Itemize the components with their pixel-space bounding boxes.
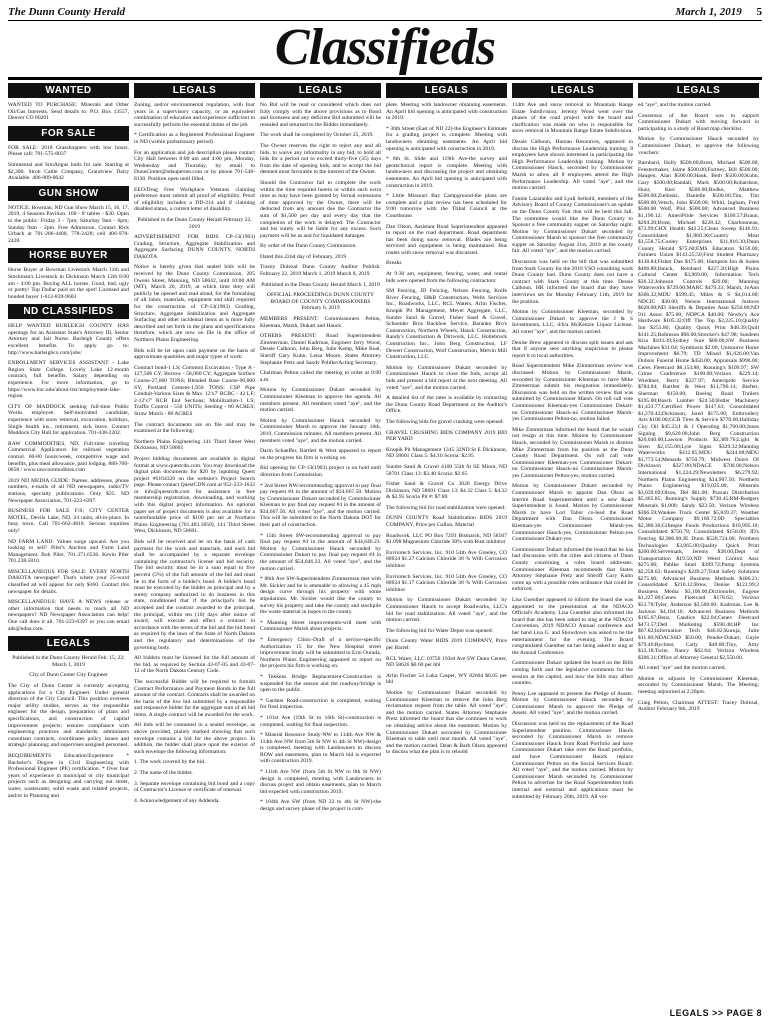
legal-text: Commissioner Dukart informed the board that he has had discussion with the cities and citizens of Dunn County concerning a roles board addresses. Commissioner Kleeman recommends that States Attorney Stephanie Pretz and Sheriff Gary Kuhn come up with a possible roles ordinance that could be enforced.: [512, 546, 633, 593]
legal-text: Bids will be received and let on the basis of cash payment for the work and materials, and each bid shall be accompanied by a separate envelope containing the contractor's license and bid security. The bid security must be in a sum equal to five percent (5%) of the full amount of the bid and must be in the form of a bidder's bond. A bidder's bond must be executed by the bidder as principal and by a surety company authorized to do business in this state, conditioned that if the principal's bid be accepted and the contract awarded to the principal, the principal, within ten (10) days after notice of award, will execute and effect a contract in accordance with the terms of the bid and the bid bond as required by the laws of the State of North Dakota and the regulatory and determinations of the governing body.: [134, 539, 255, 651]
legal-text: 1. The work covered by the bid.: [134, 759, 206, 766]
column-1: [8, 83, 129, 1013]
legal-text: * 8th St. Slide and 119th Ave-the survey and geotechnical report is complete. Meeting with landowners and discussing the project and obtaining easements. An April bid opening is anticipated with construction in 2019.: [386, 156, 507, 189]
legal-text: plete. Meeting with landowner obtaining easements. An April bid opening is anticipated with construction in 2019.: [386, 102, 507, 122]
nd-ad-3: CITY OF MADDOCK seeking full-time Public Works employee. Self-motivated candidate, experience with snow removal, excavation, holidays, Single health ins., retirement, sick leave. Contact Maddock City Hall for application. 701-438-2202.: [8, 403, 129, 437]
legal-text: Fisher Sand & Gravel Co 3020 Energy Drive Dickinson, ND 58601 Class 13: $4.32 Class 5: $4.32 & $2.95 Scoria Pit #: $7.80: [386, 481, 507, 501]
legal-text: Zoning, and/or environmental regulation, with four years in a supervisory capacity, or an equivalent combination of education and experience sufficient to successfully perform the essential duties of the job.: [134, 102, 255, 128]
legal-text: Motion by Commissioner Hauck seconded by Commissioner Dukart, to approve the following vouchers:: [638, 136, 759, 156]
gun-show-header: GUN SHOW: [8, 186, 129, 201]
legal-text: * Gardner Road-construction is completed, waiting for final inspection.: [260, 697, 381, 711]
legal-text: Dessie Calhoun, Human Resources, appeared to discuss the High Performance Leadership training. 8 employees have shown interested in participating the High Performance Leadership training. Motion by Commissioner Hauck, seconded by Commissioner Marsh to allow all 8 employees attend the High Performance Leadership. All voted "aye", and the motion carried.: [512, 138, 633, 192]
nd-ad-2: ENROLLMENT SERVICES ASSISTANT - Lake Region State College. Lovely Lake 12-month contract, full benefits. Salary depending on experience. For more information, go to https://www.lrsc.edu/about-lrsc/employment-lake-region.: [8, 360, 129, 400]
legal-text: The successful Bidder will be required to furnish Contract Performance and Payment Bonds in the full amount of the contract. Contracts shall be awarded on the basis of the low bid submitted by a responsible and responsive bidder for the aggregate sum of all bid items. A single contract will be awarded for the work.: [134, 678, 255, 718]
legal-text: * Tekkens Bridge Replacement-Construction is suspended for the season and the roadway/bridge is open to the public.: [260, 673, 381, 694]
legal-text: * 30th Street (East of ND 22)-the Engineer's Estimate for a grading project is complete. Meeting with landowners obtaining easements. An April bid opening is anticipated with construction in 2019.: [386, 125, 507, 152]
legal-text: Notice is hereby given that sealed bids will be received by the Dunn County Commission, 205 Owens Street, Manning, ND 58642, until 10:00 AM (MT), March 20, 2019, at which time they will publicly be opened and read aloud, for the furnishing of all labor, materials, equipment and skill required for the construction of CP-13(1903) Grading, Structure, Aggregate Stabilization and Aggregate Surfacing and other incidental items as is more fully described and set forth in the plans and specifications therefore, which are now on file in the office of Northern Plains Engineering.: [134, 264, 255, 343]
legal-text: * Emergency Clinic-Draft of a service-specific Authorization 15 for the New Hospital street improvement Study will be submitted to Erin Ourada, Northern Plains Engineering appeared to report on the projects his firm is working on.: [260, 636, 381, 670]
legal-text: Motion by Commissioner Hauck seconded by Commissioner Marsh to approve the January 16th, 2019, Commission minutes. All members present. All members voted "aye", and the motion carried.: [260, 417, 381, 444]
legal-text: The Owner reserves the right to reject any and all bids, to waive any informality in any bid, to hold all bids for a period not to exceed thirty-five (35) days from the date of opening bids, and to accept the bid deemed most favorable to the interest of the Owner.: [260, 142, 381, 176]
legal-text: Dan Olson, Assistant Road Superintendent appeared to report on the road department. Road department has been doing snow removal. Blades are being serviced and equipment is being maintained. Bus routes with snow removal was discussed.: [386, 223, 507, 256]
legal-text: * 104th Ave SW (from ND 22 to 4th St NW)-the design and survey phase of the project is com-: [260, 799, 381, 813]
legals-header: LEGALS: [638, 83, 759, 98]
legal-text: Should the Contractor fail to complete the work within the time required herein or within such extra time as may have been granted by formal extensions of time approved by the Owner, there will be deducted from any amount due the Contractor the sum of $1,500 per day and every day that the completion of the work is delayed. The Contractor and his surety will be liable for any excess. Such payment will be as and for liquidated damages.: [260, 179, 381, 239]
issue-date: March 1, 2019: [675, 6, 742, 18]
legal-text: * 2nd Street NW-recommending approval to pay final pay request #4 in the amount of $34,667.50. Motion by Commissioner Dukart seconded by Commissioner Kleeman to pay final pay request #4 in the amount of $34,667.50. All voted "aye", and the motion carried. This will be submitted to the North Dakota DOT for their part of construction.: [260, 482, 381, 529]
legal-text: RCL Water, LLC 10750 193rd Ave SW Dunn Center, ND 58626 $0.60 per bbl: [386, 655, 507, 669]
column-5: [512, 83, 633, 1013]
legal-text: Published in the Dunn County Herald Feb. 15, 22; March 1, 2019: [12, 655, 125, 668]
legal-text: City of Dunn Center City Engineer: [29, 672, 108, 679]
legal-text: * Mineral Resource Study-NW to 114th Ave NW & 114th Ave NW from 5th St NW to 4th St NW)-design is completed, meeting with Landowners to discuss ROW and easements, plan to March bid is expected with construction 2019.: [260, 732, 381, 765]
nd-ad-8: MISCELLANEOUS FOR SALE: EVERY NORTH DAKOTA newspaper! That's where your 25-word classified ad will appear for only $160. Contact this newspaper for details.: [8, 568, 129, 595]
legal-text: A detailed list of the rates is available by contacting the Dunn County Road Department or the Auditor's Office.: [386, 395, 507, 415]
legal-text: EEO/Drug Free Workplace Veterans claiming preference must submit all proof of eligibility. Proof of eligibility includes a DD-214 and if claiming disabled status, a current letter of disability.: [134, 186, 255, 213]
legal-text: Dunn County Water BIDS 2019 COMPANY, Price per Barrel:: [386, 638, 507, 651]
legal-text: GRAVEL CRUSHING BIDS COMPANY 2019 BID PER YARD: [386, 429, 507, 443]
legal-text: The work shall be completed by October 25, 2019.: [260, 132, 374, 139]
nd-ad-9: MISCELLANEOUS: HAVE A NEWS release or other information that needs to reach all ND newspapers? ND Newspaper Association can help! One call does it all. 701-223-6397 or you can email ads@ndna.com.: [8, 599, 129, 632]
legal-text: Consensus of the Board was to support Commissioner Dukart with moving forward in participating in a study of Road map checklist.: [638, 112, 759, 132]
legal-text: The following bid for Water Depot was opened:: [386, 627, 494, 634]
wanted-ad: WANTED TO PURCHASE: Minerals and Other Oil/Gas Interests. Send details to: P.O. Box 13557, Denver CO 80201: [8, 102, 129, 122]
for-sale-header: FOR SALE: [8, 126, 129, 141]
nd-classifieds-header: ND CLASSIFIEDS: [8, 304, 129, 319]
legal-text: Mike Zimmerman informed the board that he would not resign at this time. Motion by Commissioner Hauck, seconded by Commissioner Marsh to dismiss Mike Zimmerman from his position as the Dunn County Road Department. On roll call vote Commissioner Kleeman-yes Commissioner Dukart-no Commissioner Hauck-no Commissioner Marsh-yes Commissioner Pelton-yes, motion carried.: [512, 426, 633, 479]
legals-header: LEGALS: [512, 83, 633, 98]
legals-header: LEGALS: [8, 636, 129, 651]
legal-text: Bid opening for CP-13(1903) project is on hold until direction from Commission.: [260, 465, 381, 478]
column-2: [134, 83, 255, 1013]
legal-text: Denise Brew appeared to discuss split issues and ask that if anyone sees anything suspicious to please report it to local authorities.: [512, 339, 633, 359]
legal-text: The following bid for road stabilization were opened:: [386, 504, 506, 511]
legal-text: All bids will be contained in a sealed envelope, as above provided, plainly marked showing that such envelope contains a bid for the above project. In addition, the bidder shall place upon the exterior of such envelope the following information:: [134, 722, 255, 755]
columns: [8, 83, 762, 1013]
legal-text: Contract bond-1 LS; Common Excavation - Type A - 127,506 CY; Borrow - 58,060 CY; Aggregate Surface Course-27,060 TONS; Blended Base Course-90,000 SY; Portland Cement-1,950 TONS; CSP Pipe Conduit-Various Sizes & Max. 12'x7' RCBC - 42 LF; 2-12'x7' RCB End Sections; Mobilization-1 LS; Traffic Control - 550 UNITS; Seeding - 80 ACRES; Straw Mulch - 80 ACRES: [134, 364, 255, 417]
wanted-header: WANTED: [8, 83, 129, 98]
legal-text: All voted "aye" and the motion carried.: [638, 665, 726, 672]
legal-text: REQUIREMENTS Education/Experience * Bachelor's Degree in Civil Engineering with Professional Engineer (PE) certification. * Over four years of experience in municipal or city municipal projects such as designing and carrying out street, water, wastewater, solid waste and related projects, and/or in Planning and: [8, 752, 129, 799]
legal-text: Chairman Pelton called the meeting to order at 9:00 a.m.: [260, 370, 381, 383]
legal-text: Commissioner Dukart updated the board on the Bills coming forth and the legislative comments for the session at the capitol, and how the bills may affect counties.: [512, 660, 633, 687]
legal-text: By order of the Dunn County Commission.: [260, 243, 357, 250]
legal-text: Motion by Commissioner Dukart seconded by Commissioner Kleeman to remove the John Berg reclamation request from the table. All voted "aye", and the motion carried. States Attorney Stephanie Pretz informed the board that she continues to work on obtaining advice about the easement. Motion by Commissioner Dukart seconded by Commissioner Kleeman to table until next month. All voted "aye", and the motion carried. Dean & Barb Olson appeared to discuss what the plan is to rebuild: [386, 689, 507, 756]
horse-buyer-header: HORSE BUYER: [8, 248, 129, 263]
section-masthead: Classifieds: [8, 21, 762, 80]
page-number: 5: [756, 6, 762, 18]
legal-text: Motion to adjourn by Commissioner Kleeman, seconded by Commissioner Marsh. The Meeting; meeting adjourned at 2:20pm.: [638, 675, 759, 696]
nd-ad-1: HELP WANTED BURLEIGH COUNTY HAS openings for an Assistant State's Attorney III, Senior Attorney and Jail Nurse. Burleigh County offers excellent benefits. To apply go to: http://www.burleighco.com/jobs/: [8, 323, 129, 356]
gun-show-ad: NOTICE: Bowman, ND Gun Show March 15, 16, 17, 2019, 4 Seasons Pavilion. 100 - 8' tables - $30. Open to the public: Friday 3 - 7pm; Saturday 9am - 6pm; Sunday 9am - 2pm. Free Admission. Contact Rick Urbach at 701-206-4400, 778-2428; cell 406-978-2428.: [8, 204, 129, 244]
horse-buyer-ad: Horse Buyer at Bowman Livestock March 11th and Stockman's Livestock in Dickinson March 12th 8:00 am - 4:00 pm. Buying ALL horses. Good, bad, ugly or pretty! Top Dollar paid on the spot! Licensed and bonded buyer 1-612-839-9603: [8, 267, 129, 300]
legal-text: * 101st Ave (19th St to 16th St)-construction is completed, waiting for final inspection.: [260, 714, 381, 728]
legal-text: 2. The name of the bidder.: [134, 770, 193, 777]
legal-text: * 111th Ave NW (from 5th St NW to 8th St NW) design is completed, meeting with Landowners to discuss project and obtain easements, plan to March bid expected with construction 2019.: [260, 769, 381, 795]
continued-on-page-link[interactable]: LEGALS >> PAGE 8: [669, 1008, 762, 1018]
legal-text: Motion by Commissioner Dukart seconded by Commissioner Hauck to close the bids, accept all bids and present a bid report at the next meeting. All voted "aye", and the motion carried.: [386, 364, 507, 391]
legal-text: Fannie Lazaranko and Lyall Seibold, members of the Advisory Board of County Commissioner's an update on the Dunn County Fair that will be held this fall. The committee would like the Dunn County to Sponsor a free community supper on Saturday night. Motion by Commissioner Dukart seconded by Commissioner Marsh to sponsor the free community supper on Saturday August 31st, 2019 at the county fair. All voted "aye", and the motion carried.: [512, 195, 633, 255]
legal-text: Road Superintendent Mike Zimmerman review was discussed. Motion by Commissioner Marsh, seconded by Commissioner Kleeman to have Mike Zimmerman submit his resignation immediately. Discussion was held on the written review that was submitted by Commissioner Marsh. On roll call vote Commissioner Kleeman-yes Commissioner Dukart-no Commissioner Hauck-no Commissioner Marsh-yes Commissioner Pelton-no, motion failed.: [512, 363, 633, 423]
legal-text: Knopik Pit Management 1345 32ND St E Dickinson, ND 58601 Class 5: $4.10 Scoria: $2.95: [386, 446, 507, 460]
legal-text: Discussion was held on the replacement of the Road Superintendent position. Commissioner Hauck seconded by Commissioner Marsh to remove Commissioner Hauck from Road Portfolio and have Commissioner Dukart take over the Road portfolio, and have Commissioner Hauck replace Commissioner Pelton on the Social Services Board. All voted "aye", and the motion carried. Motion by Commissioner Marsh seconded by Commissioner Pelton to advertise for the Road Superintendent both internal and external and applications must be submitted by February 20th, 2019. All vot-: [512, 721, 633, 800]
legal-text: SM Fencing, JD Fencing, Nelson Fencing, Knife River Fencing, H&B Construction, Wells Services Inc., Roadworks, LLC, RCL Waters, Arlin Fischer, Knopik Pit Management, Meyer Aggregate, LLC, Sundre Sand & Gravel, Fisher Sand & Gravel, Schneider Bros Backhoe Service, Baranko Bro's Construction, Northern Wheels, Hauck Construction, Randy's Construction & Dirtwork, LLC, Holtebruck Construction Inc., John Berg Construction, LF Dewert Construction, Wolf Construction, Melvin Mill Construction, LLC.: [386, 288, 507, 361]
legal-text: No Bid will be read or considered which does not fully comply with the above provisions as to Bond and licensees and any deficient Bid submitted will be resealed and returned to the Bidder immediately.: [260, 102, 381, 128]
for-sale-ad-1: FOR SALE: 2018 Grasshoppers with low hours. Please call: 701-575-8037: [8, 144, 129, 158]
legals-header: LEGALS: [386, 83, 507, 98]
legal-text: Northern Plains Engineering 141 Third Street West Dickinson, ND 58601: [134, 438, 255, 452]
newspaper-page: [8, 6, 762, 1018]
legal-text: Barnhard, Holly $500.00;Brost, Michael $500.00; Fenstermaker, Jaime $500.00;Fortney, Bill $500.00; Haugen, Alan $500.00;Hauk, Beth $500.00;Kuhn, Gary $500.00;Randall, Mark $500.00;Rohardson, Hunt, Keri $500.00;Rodke, Matthew $500.00;Zielinski, Danielle $500.00;Tim, Tim $500.00;Vetsch, John $500.00; Whitl, Ingham, Fred $500.00 Wolf, Phil $500.00; Advanced Business $1,190.12; AmeriPride Services $100.57;Braun, $204.20;Brost, Michael $228.42; Charbonneau, $72.99;CHX Health $42.25;Clean Sweep $146.93; Consolidated $1,860.36;Country Meat $1,558.75;Cooley Enterprises $11,816.30;Dunn County Herald $75.60;EMS Educators $150.00; Farmers Union $143.25;50;First Student Pharmacy $138.84;Fisher Dan $175.00; Hampton Inn & Suites $466.89;Hauck, Reinhard $227.20;High Plains Cultural Center $3,969.00; Information Tech $36.32;Johnson Controls $20.00; Manning Waterworks $729.00;MARC $479.33; Marsh, JoAnn $306.32;MDU $599.45; Miles & S $4,014.00; NDCIC $30.00; Nelson International Justices $628.00;ND Sheriffs & Deputies Assn $250.00;ND 911 Assoc $75.00; NDPCA $40.00; Newby's Ace Hardware $105.32;Off The Top $2,225.10;Quality Inn $253.80; Quality Quick Print $48.39;Quill $141.25;Robinson $96.00;Strecker's $47.98; Sundeen Kira $103.39;Sydney Sure $60.00;SW Business Machines $31.04; Symbiosis $2.00; Unisource Home Improvement $6.79; TD Mixed $1,026.00;Van Dubois Funeral Home $450.00; Appraisals $990.00; Ceres Fleetcard $8,154.88; Running's $109.97; SW Crime Conference $100.00;Verizon $229.14; Wiedmer, Barry $227.97; Ameriprde Service $784.84; Bartlett & West $11,790.14; Biefert, Sherman $150.00; Boeing Road Trailers $195.00;Bosch Lumber $24.50;Butler Machinery $1,433.77;Certified Power $147.63; Consolidated $1,270.42;Dickinson, Jared $175.00; Embroidery Arts $100.00;GCR Tires & Service $770.00;Halliday City Oil $45.23;J & J Operating $1,700.00;Jones Signing $9,620.00;John Berg Construction $20,040.00;Lawson Products $2,389.76;Light & Siren $2,155.00;Lyle Signs $329.32;Manning Waterworks $412.85;MDU $244.08;MDU $1,773.54;Menards $750.79; Midwest Doors Of Dickinson $327.00;NDACE $700.00;Nelson International $1,224.29;Newsletters $6,279.92; Northern Plains Engineering $34,907.56; Northern Plains Engineering $19,025.00; Minerals $3,039.69;Olson, Del $61.00; Praxair Distribution $5,465.85; Running's Supply $730.45;RM-Rodgers Minerals $1,000; Sandy $23.50; Verizon Wireless $366.59;Waukee Truck Center $5,849.37; Weather Motor Company $9,160.72;0D Specialties $2,380.30;Gillespie Foods Productions $10,995.10; Consolidated $750.78; Consolidated $158.00; JD's Fencing $2,906.00;JE Dunn $528,724.00; Northern Technologies $3,065.00;Quality Quick Print $200.00;Servemark, Jeremy $28.00;Dept of Transportation $19.50;ND Weed Control Assc $275.00; Pahlke Stoel $399.72;Pump Systems $2,258.62; Running's $249.27;Total Safety Solutions $275.00; Advanced Business Methods $486.21; Consolidated $210.12;Brew, Denise $122.99;2 Business Media $3,100.00;Dictionofer, Eugene $1,227.00;Cenex Fleetcard $178.62; Verizon $53.78;Tyler, Anderson $3,500.00; Kadrmas, Lee & Jackson $4,104.16; Advanced Business Methods $165.67;Benz, Candice $22.04;Cenex Fleetcard $473.57;Dell Marketing $590.48;HP Inc $67.82;Information Tech $46.82;Kuruja, Julie $11.60;NDACSSD $50.00; Pender-Dukart, Gayle $79.46;Rychner, Carly $48.00;Tiny, Amy $12.18;Twite, Nancy $62.64; Verizon Wireless $306.31;Office of Attorney General $2,550.00.: [638, 160, 759, 661]
legal-text: MEMBERS PRESENT: Commissioners Pelton, Kleeman, Marsh, Dukart and Hauck.: [260, 316, 381, 329]
legal-text: Motion by Commissioner Dukart seconded by Commissioner Kleeman to approve the agenda. All members present. All members voted "aye", and the motion carried.: [260, 387, 381, 414]
legal-text: DUNN COUNTY Road Stabilization BIDS 2019 COMPANY, Price per Gallon, Material: [386, 515, 507, 529]
legal-text: Penny Lee appeared to present the Pledge of Assets. Motion by Commissioner Hauck seconded by Commissioner Marsh to approve the Pledge of Assets. All voted "aye", and the motion carried.: [512, 690, 633, 717]
nd-ad-5: 2019 ND MEDIA GUIDE: Names, addresses, phone numbers, e-mails of all ND newspapers, radio/TV stations, specialty publications. Only $25. ND Newspaper Association, 701-223-6397.: [8, 477, 129, 504]
legal-text: Motion by Commissioner Dukart seconded by Commissioner Marsh to appoint Dan Olson as Interim Road Superintendent until a new Road Superintendent is found. Motion by Commissioner Marsh to have Lori Tabor co-lead the Road Department with Dan Olson. Commissioner Kleeman-yes Commissioner Marsh-yes Commissioner Hauck-yes, Commissioner Pelton-yes Commissioner Dukart-yes.: [512, 483, 633, 543]
legal-text: Envirotech Services, Inc. 910 54th Ave Greeley, CO 80634 $1.27 Calcium Chloride 38 % With Corrosion inhibitor: [386, 549, 507, 570]
legal-text: At 9:30 am, equipment, fencing, water, and rental bids were opened from the following contractors:: [386, 271, 507, 284]
legal-text: Bids will be let upon cash payment on the basis of approximate quantities and major types of work:: [134, 347, 255, 361]
legal-text: ADVERTISEMENT FOR BIDS CP-13(1903) Grading, Structure, Aggregate Stabilization and Aggregate Surfacing DUNN COUNTY, NORTH DAKOTA: [134, 234, 255, 260]
legal-text: Discussion was held on the bill that was submitted from Stark County for the 2018 VSO consulting work Dunn County had. Dunn County does not have a contract with Stark County at this time. Dessie Calhoun, HR informed the board that they have interviews set for Monday February 11th, 2019 for the position.: [512, 259, 633, 305]
legal-text: OTHERS PRESENT: Road Superintendent Zimmerman, Daniel Kadrmas, Engineer Jerry Wood, Dessie Calhoun, John Berg, Julie Kemp, Mike Boal, Sheriff Gary Kuhn, Leisa Moore, States Attorney Stephanie Pretz and Sandy Pohlke/Acting Secretary.: [260, 333, 381, 366]
legal-text: Dated this 22nd day of February, 2019: [260, 253, 347, 260]
legal-text: Breaks: [386, 260, 402, 267]
legal-text: Lisa Guenther appeared to inform the board she was appointed to the presentation at the NDACO Official's Academy. Lisa Guenther also informed the board that she has been asked to sing at the NDACO Convention, 2019 NDACO Annual conference and her band Lisa G. and Showdown was asked to be the entertainment for the evening. The Board congratulated Guenther on her being asked to sing at the Annual Conference.: [512, 596, 633, 656]
legal-text: Darin Schaeffer, Bartlett & West appeared to report on the progress his firm is working on.: [260, 448, 381, 461]
legals-header: LEGALS: [260, 83, 381, 98]
for-sale-ad-2: Simmental and SimAngus bulls for sale. Starting at $2,300. Stroh Cattle Company, Grandview Dairy Available. 406-989-0642: [8, 161, 129, 182]
legal-text: 4. Acknowledgement of any Addenda.: [134, 797, 220, 804]
legal-text: * 15th Street SW-recommending approval to pay final pay request #4 in the amount of $44,646.23. Motion by Commissioner Hauck seconded by Commissioner Dukart to pay final pay request #4 in the amount of $54,846.23. All voted "aye", and the motion carried.: [260, 532, 381, 572]
legal-text: * 86th Ave SW-Superintendent Zimmerman met with Mr. Sickler and he is amenable to allowing a 45 mph design curve through his property with some stipulations. Mr. Sickler would like the county to survey his property and take the county and stockpile the waste material in hopes to the county.: [260, 576, 381, 616]
legal-text: ed "aye", and the motion carried.: [638, 102, 712, 108]
legal-text: Roadwork, LLC PO Box 7293 Bismarck, ND 58507 $1.098 Magnesium Chloride 30% with Rust inhibitor: [386, 532, 507, 546]
legal-text: Arlin Fischer 54 Luka Casper, WY 82604 $0.65 per bbl: [386, 672, 507, 686]
legal-text: * Certification as a Registered Professional Engineer in ND (within probationary period): [134, 132, 255, 145]
legal-text: All bidders must be licensed for the full amount of the bid, as required by Section 43-07-05 and 43-07-12 of the North Dakota Century Code.: [134, 655, 255, 675]
nd-ad-7: ND FARM LAND: Values surge upward. Are you looking to sell? Piler's Auction and Farm Land Management. Bob Piler, 701.371.6536. Kevin Piler 701.238.5810.: [8, 538, 129, 565]
legal-text: For an application and job description please contact City Hall between 8:00 am and 4:00 pm, Monday, Wednesday and Thursday, by email to DunnCenter@ndsupernet.com or by phone 701-548-8130. Position open until filled.: [134, 149, 255, 182]
legal-text: 3. Separate envelope containing bid bond and a copy of Contractor's License or certificate of renewal.: [134, 780, 255, 794]
legal-text: * Manning Street improvements-will meet with Commissioner Marsh about projects.: [260, 619, 381, 633]
legal-text: 114th Ave and snow removal in Mountain Range Estate Subdivision. Jeremy Wood went over the phases of the road project with the board and clarification was made on who is responsible for snow removal in Mountain Range Estate Subdivision.: [512, 102, 633, 135]
legal-text: Project bidding documents are available in digital format at www.questcdn.com. You may download the digital plan documents for $20 by inputting Quest project #6164320 on the website's Project Search page. Please contact QuestCDN.com at 952-233-1632 or info@questcdn.com for assistance in free membership registration, downloading, and working with this digital project information. An optional paper set of project documents is also available for a nonrefundable price of $100 per set at Northern Plains Engineering (701.483.1850), 141 Third Street West, Dickinson, ND 58601.: [134, 455, 255, 535]
legal-text: The following bids for gravel crushing were opened:: [386, 418, 504, 425]
legal-text: Motion by Commissioner Dukart seconded by Commissioner Hauck to accept Roadworks, LLC's bid for road stabilization. All voted "aye", and the motion carried.: [386, 597, 507, 624]
paper-name: The Dunn County Herald: [8, 6, 126, 18]
legal-text: Envirotech Services, Inc. 910 54th Ave Greeley, CO 80634 $1.17 Calcium Chloride 38 % With Corrosion inhibitor: [386, 573, 507, 593]
legal-text: Craig Pelton, Chairman ATTEST: Tracey Dolezal, Auditor February 6th, 2019: [638, 699, 759, 713]
legal-text: Published in the Dunn County Herald March 1, 2019: [261, 281, 380, 288]
legal-text: The City of Dunn Center is currently accepting applications for a City Engineer. Under general direction of the City Council. This position oversees major utility studies, serves as the responsible engineer for the design, preparation of plans and specifications, and construction of capital improvement projects; ensures compliance with engineering practices and standards; administers consultant contracts; coordinates policy issues and strategic planning; and supervises assigned personnel.: [8, 683, 129, 749]
legal-text: Sundre Sand & Gravel 4100 55th St SE Minot, ND 58701 Class 13: $3.40 Scoria: $2.65: [386, 463, 507, 477]
legal-text: * Little Missouri Bay Campground-the plans are complete and a plan review has been scheduled for 9:00 tomorrow with the Tribal Council at the Courthouse.: [386, 193, 507, 219]
column-6: [638, 83, 759, 1013]
nd-ad-4: RAW COMMODITIES, ND. Full-time traveling Commercial Applicators for railroad vegetation control. 60-80 hours/week, competitive wage and benefits, plus meal allowance, paid lodging. 888-700-0058 / www.rawcommodities.com: [8, 440, 129, 474]
nd-ad-6: BUSINESS FOR SALE F/S: CITY CENTER MOTEL, Devils Lake, ND. 24 units, all-in-place. In busy town. Call 701-662-4818. Serious inquiries only!: [8, 508, 129, 534]
legal-text: OFFICIAL PROCEEDINGS DUNN COUNTY BOARD OF COUNTY COMMISSIONERS February 6, 2019: [266, 292, 375, 312]
column-4: [386, 83, 507, 1013]
legal-text: Published in the Dunn County Herald February 22, 2019: [137, 216, 252, 230]
column-3: [260, 83, 381, 1013]
legal-text: Tracey Dolezal Dunn County Auditor Publish: February 22, 2019 March 1, 2019 March 8, 2019: [260, 264, 381, 278]
legal-text: The contract documents are on file and may be examined at the following:: [134, 421, 255, 435]
legals-header: LEGALS: [134, 83, 255, 98]
legal-text: Motion by Commissioner Kleeman, seconded by Commissioner Dukart to approve the J & S Investments, LLC, d/b/a McKenzie Liquor License. All voted "aye", and the motion carried.: [512, 309, 633, 335]
